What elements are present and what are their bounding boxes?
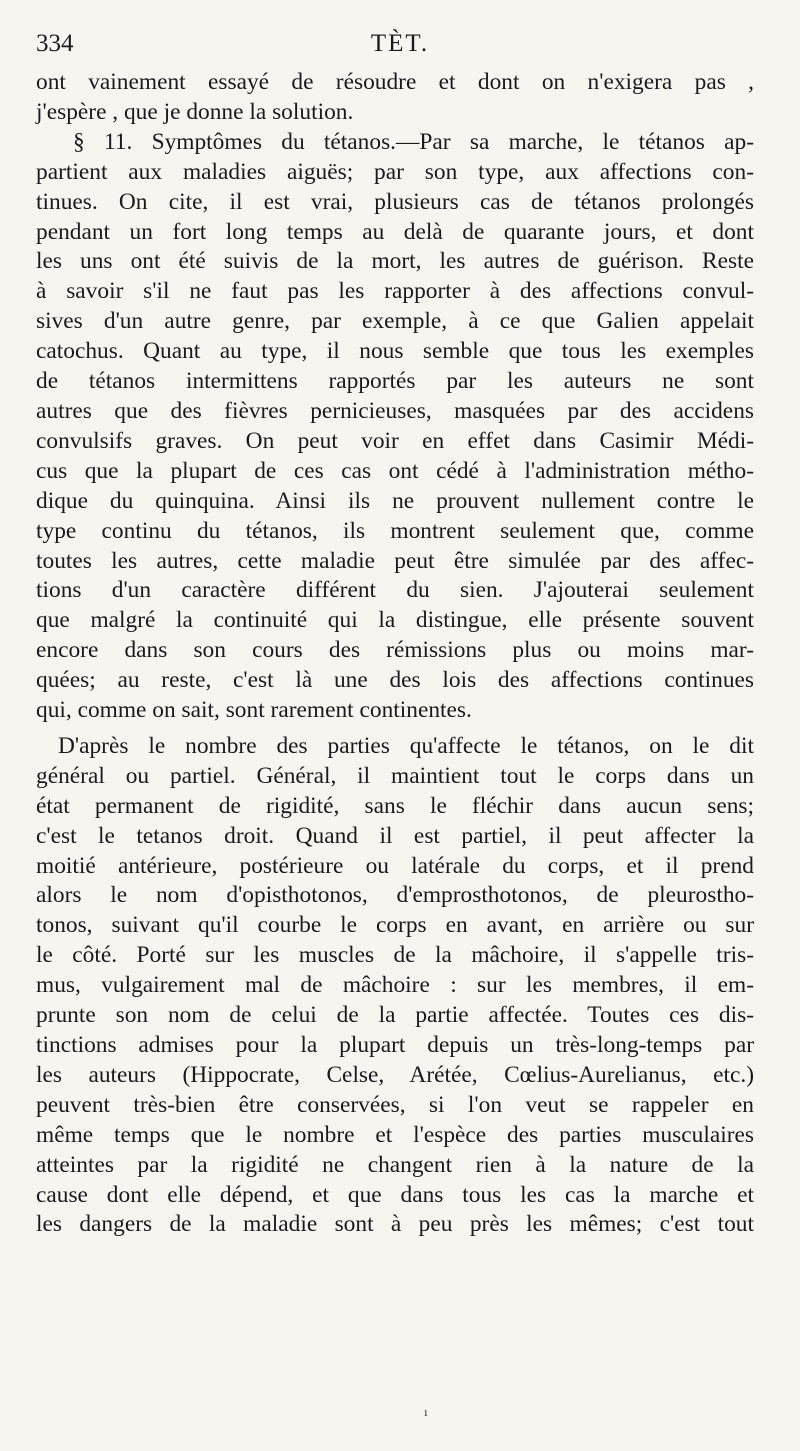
text-line: peuvent très-bien être conservées, si l'on veut se rappeler en (36, 1091, 754, 1118)
footer-mark: ı (424, 1404, 428, 1419)
text-line: j'espère , que je donne la solution. (36, 98, 354, 125)
text-line: tinctions admises pour la plupart depuis un très-long-temps par (36, 1032, 754, 1058)
text-line: cus que la plupart de ces cas ont cédé à l'administration métho- (36, 457, 754, 484)
text-line: qui, comme on sait, sont rarement continentes. (36, 697, 472, 724)
text-line: partient aux maladies aiguës; par son type, aux affections con- (36, 158, 754, 185)
text-line: autres que des fièvres pernicieuses, masquées par des accidens (36, 397, 754, 424)
text-line: les uns ont été suivis de la mort, les autres de guérison. Reste (36, 248, 754, 275)
text-line: c'est le tetanos droit. Quand il est partiel, il peut affecter la (36, 822, 754, 849)
text-line: général ou partiel. Général, il maintient tout le corps dans un (36, 762, 754, 789)
text-line: D'après le nombre des parties qu'affecte le tétanos, on le dit (58, 732, 754, 759)
text-line: le côté. Porté sur les muscles de la mâchoire, il s'appelle tris- (36, 942, 754, 969)
page-header (36, 30, 764, 66)
text-line: les dangers de la maladie sont à peu près les mêmes; c'est tout (36, 1211, 754, 1238)
text-line: de tétanos intermittens rapportés par les auteurs ne sont (36, 368, 754, 395)
text-line: cause dont elle dépend, et que dans tous les cas la marche et (36, 1181, 754, 1208)
running-head: TÈT. (370, 30, 430, 57)
text-line: pendant un fort long temps au delà de quarante jours, et dont (36, 218, 754, 245)
text-line: encore dans son cours des rémissions plus ou moins mar- (36, 637, 754, 664)
text-line: sives d'un autre genre, par exemple, à ce que Galien appelait (36, 308, 754, 335)
text-line: convulsifs graves. On peut voir en effet dans Casimir Médi- (36, 427, 754, 454)
body-text (36, 68, 754, 1240)
page-number: 334 (36, 30, 74, 57)
text-line: ont vainement essayé de résoudre et dont on n'exigera pas , (36, 69, 754, 95)
text-line: à savoir s'il ne faut pas les rapporter à des affections convul- (36, 278, 754, 305)
text-line: toutes les autres, cette maladie peut être simulée par des affec- (36, 547, 754, 574)
text-line: mus, vulgairement mal de mâchoire : sur les membres, il em- (36, 972, 754, 999)
text-line: prunte son nom de celui de la partie affectée. Toutes ces dis- (36, 1002, 754, 1029)
text-line: les auteurs (Hippocrate, Celse, Arétée, Cœlius-Aurelianus, etc.) (36, 1061, 754, 1088)
text-line: type continu du tétanos, ils montrent seulement que, comme (36, 517, 754, 544)
text-line: § 11. Symptômes du tétanos.—Par sa marche, le tétanos ap- (73, 128, 754, 155)
text-line: tions d'un caractère différent du sien. J'ajouterai seulement (36, 577, 754, 604)
text-line: quées; au reste, c'est là une des lois des affections continues (36, 667, 754, 694)
text-line: moitié antérieure, postérieure ou latérale du corps, et il prend (36, 852, 754, 879)
text-line: état permanent de rigidité, sans le fléchir dans aucun sens; (36, 792, 754, 819)
text-line: que malgré la continuité qui la distingue, elle présente souvent (36, 607, 754, 634)
text-line: atteintes par la rigidité ne changent rien à la nature de la (36, 1151, 754, 1178)
text-line: même temps que le nombre et l'espèce des parties musculaires (36, 1121, 754, 1148)
text-line: tonos, suivant qu'il courbe le corps en avant, en arrière ou sur (36, 912, 754, 939)
text-line: tinues. On cite, il est vrai, plusieurs cas de tétanos prolongés (36, 188, 754, 215)
text-line: alors le nom d'opisthotonos, d'emprosthotonos, de pleurostho- (36, 882, 754, 909)
text-line: catochus. Quant au type, il nous semble que tous les exemples (36, 338, 754, 365)
text-line: dique du quinquina. Ainsi ils ne prouvent nullement contre le (36, 487, 754, 514)
